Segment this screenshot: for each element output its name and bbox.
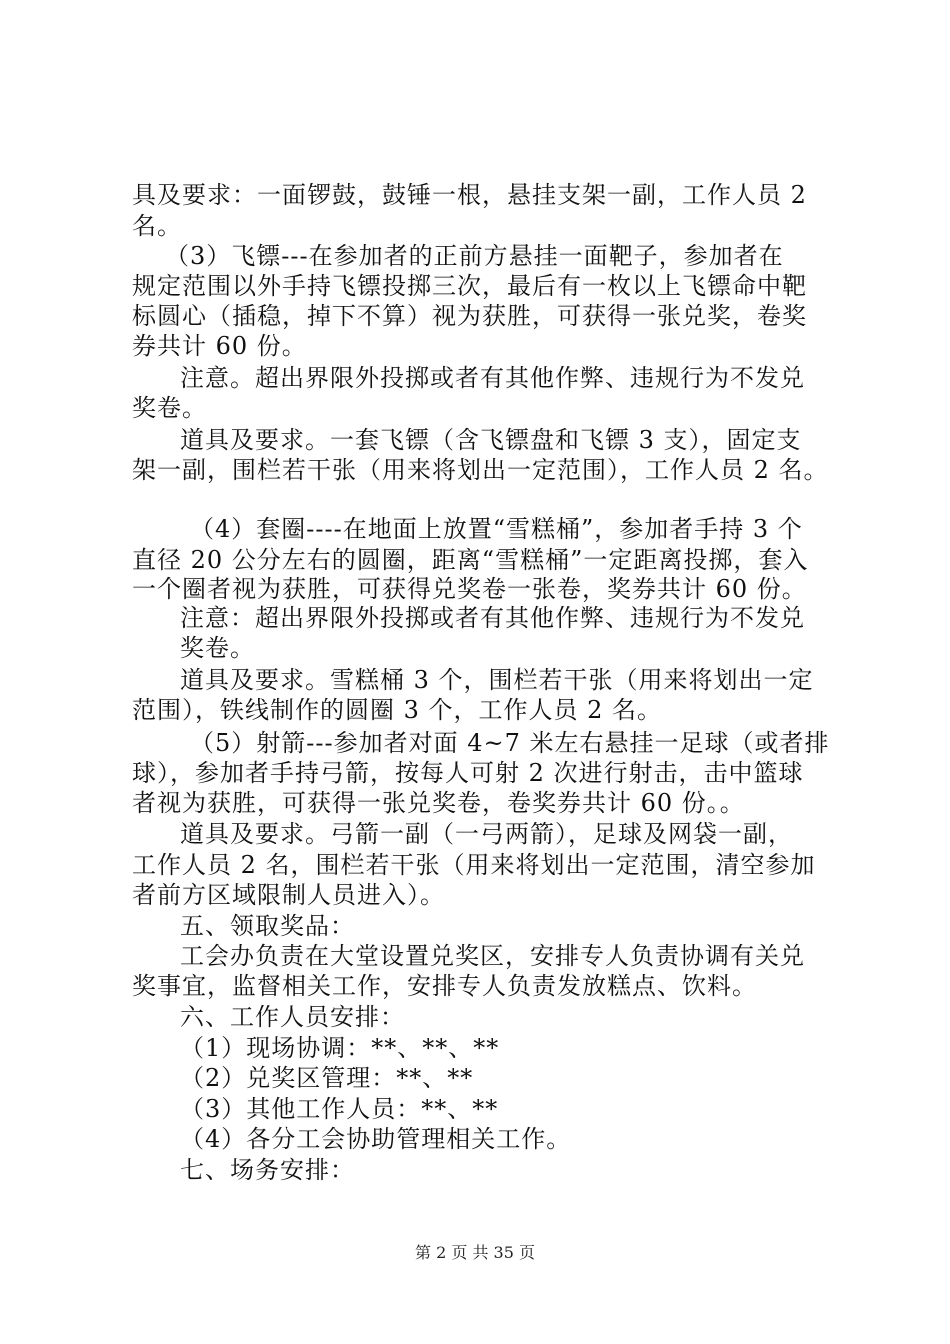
text-line: 具及要求：一面锣鼓，鼓锤一根，悬挂支架一副，工作人员 2 — [132, 181, 807, 209]
list-item: （2）兑奖区管理：**、** — [180, 1064, 474, 1092]
text-line: 奖卷。 — [180, 634, 255, 662]
text-line: 球），参加者手持弓箭，按每人可射 2 次进行射击，击中篮球 — [132, 759, 804, 787]
list-item: （1）现场协调：**、**、** — [180, 1034, 500, 1062]
text-line: 工作人员 2 名，围栏若干张（用来将划出一定范围，清空参加 — [132, 851, 816, 879]
text-line: 标圆心（插稳，掉下不算）视为获胜，可获得一张兑奖，卷奖 — [132, 302, 807, 330]
text-line: 工会办负责在大堂设置兑奖区，安排专人负责协调有关兑 — [180, 942, 805, 970]
list-item: （3）其他工作人员：**、** — [180, 1095, 499, 1123]
text-line: 者视为获胜，可获得一张兑奖卷，卷奖券共计 60 份。。 — [132, 789, 745, 817]
text-line: 规定范围以外手持飞镖投掷三次，最后有一枚以上飞镖命中靶 — [132, 272, 807, 300]
text-line: 一个圈者视为获胜，可获得兑奖卷一张卷，奖券共计 60 份。 — [132, 575, 807, 603]
text-line: （4）套圈----在地面上放置“雪糕桶”，参加者手持 3 个 — [190, 515, 803, 543]
text-line: 奖事宜，监督相关工作，安排专人负责发放糕点、饮料。 — [132, 972, 757, 1000]
text-line: 范围），铁线制作的圆圈 3 个，工作人员 2 名。 — [132, 696, 663, 724]
text-line: 券共计 60 份。 — [132, 332, 307, 360]
section-heading: 五、领取奖品： — [180, 912, 355, 940]
text-line: 注意：超出界限外投掷或者有其他作弊、违规行为不发兑 — [180, 604, 805, 632]
text-line: 直径 20 公分左右的圆圈，距离“雪糕桶”一定距离投掷，套入 — [132, 546, 809, 574]
text-line: 架一副，围栏若干张（用来将划出一定范围），工作人员 2 名。 — [132, 456, 829, 484]
page-footer: 第 2 页 共 35 页 — [415, 1243, 535, 1262]
text-line: 道具及要求。弓箭一副（一弓两箭），足球及网袋一副， — [180, 820, 793, 848]
text-line: 者前方区域限制人员进入）。 — [132, 881, 445, 909]
list-item: （4）各分工会协助管理相关工作。 — [180, 1125, 572, 1153]
section-heading: 七、场务安排： — [180, 1156, 355, 1184]
text-line: （5）射箭---参加者对面 4~7 米左右悬挂一足球（或者排 — [190, 729, 830, 757]
text-line: 道具及要求。一套飞镖（含飞镖盘和飞镖 3 支），固定支 — [180, 426, 802, 454]
text-line: 注意。超出界限外投掷或者有其他作弊、违规行为不发兑 — [180, 364, 805, 392]
text-line: 奖卷。 — [132, 394, 207, 422]
section-heading: 六、工作人员安排： — [180, 1003, 405, 1031]
text-line: 名。 — [132, 212, 182, 240]
text-line: （3）飞镖---在参加者的正前方悬挂一面靶子，参加者在 — [165, 242, 784, 270]
text-line: 道具及要求。雪糕桶 3 个，围栏若干张（用来将划出一定 — [180, 666, 814, 694]
